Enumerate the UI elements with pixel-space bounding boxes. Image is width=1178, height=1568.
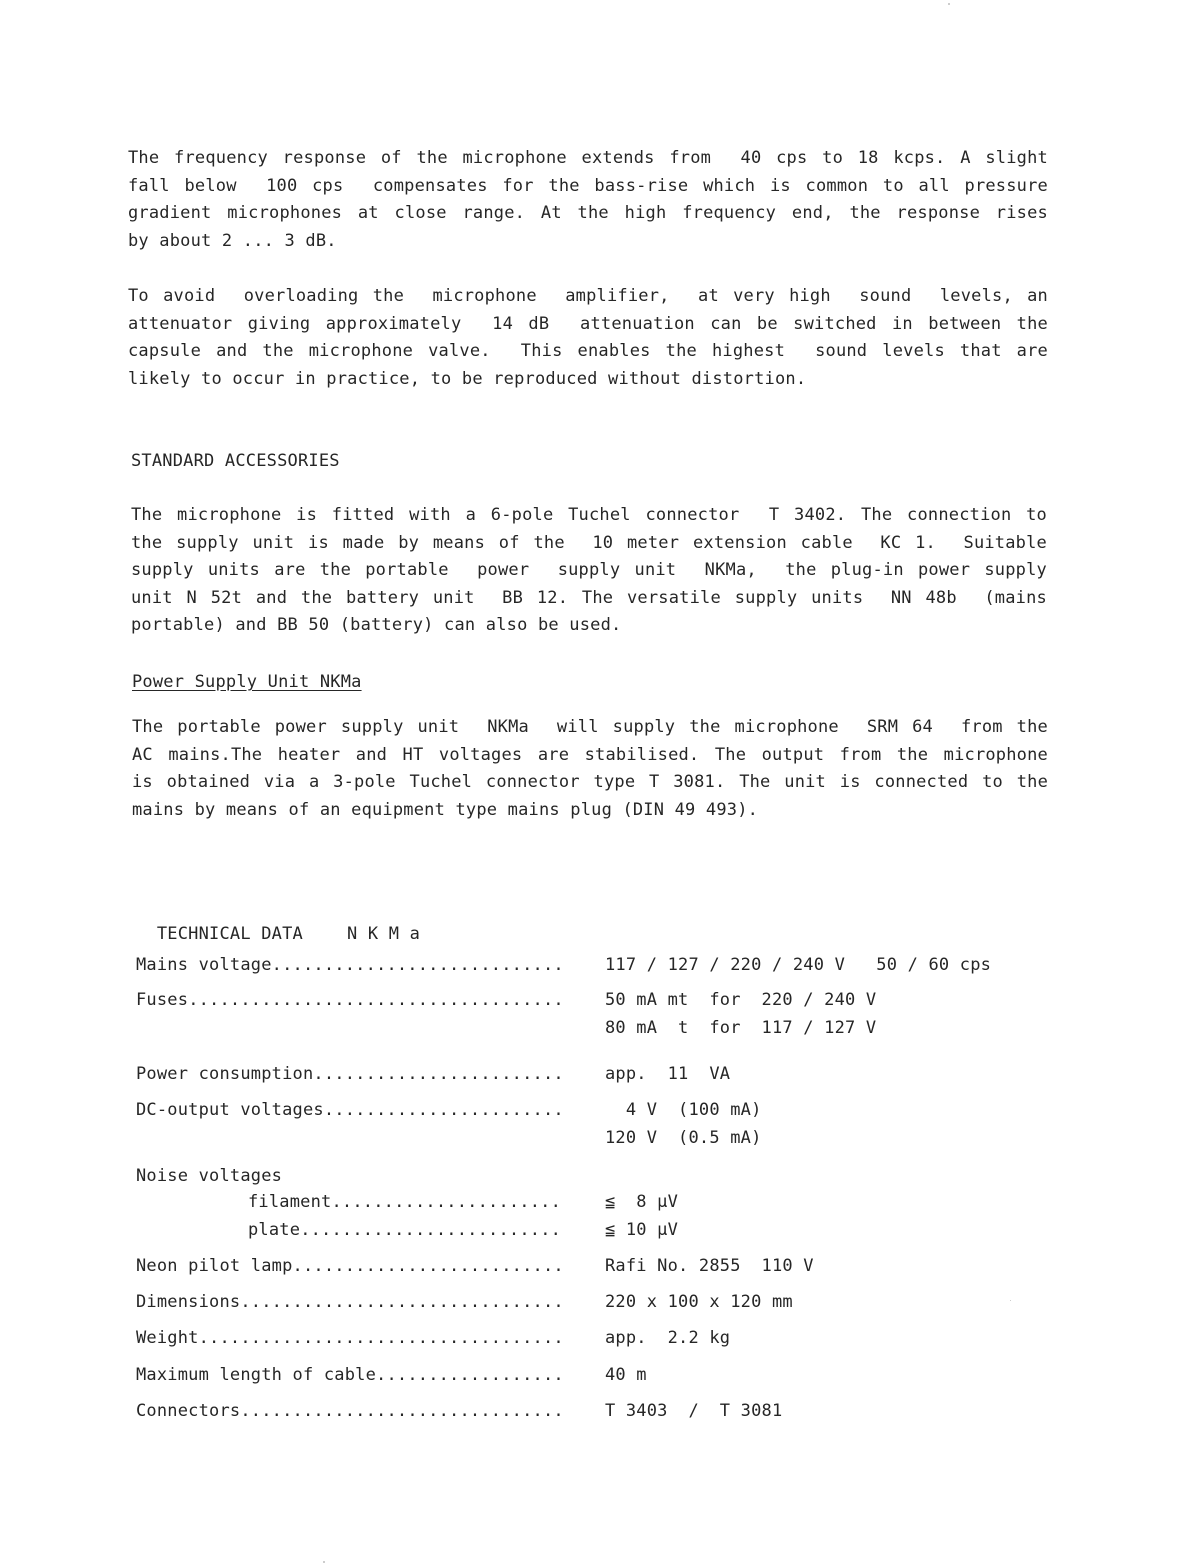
text-line: AC mains.The heater and HT voltages are stabilised. The output from the microphone xyxy=(132,744,1048,765)
text-line: by about 2 ... 3 dB. xyxy=(128,230,337,251)
text-line: The frequency response of the microphone extends from 40 cps to 18 kcps. A slight xyxy=(128,148,1048,168)
text-line: likely to occur in practice, to be reproduced without distortion. xyxy=(128,368,807,389)
intro-paragraph-attenuator xyxy=(128,283,1048,393)
standard-accessories-paragraph xyxy=(131,502,1047,640)
text-line: is obtained via a 3-pole Tuchel connector type T 3081. The unit is connected to the xyxy=(132,772,1048,792)
technical-data-title: TECHNICAL DATA xyxy=(156,924,303,944)
spec-value-connectors: T 3403 / T 3081 xyxy=(605,1401,783,1421)
scan-speck xyxy=(1010,1300,1011,1301)
power-supply-paragraph xyxy=(132,714,1048,824)
spec-label-connectors: Connectors ..... xyxy=(136,1398,560,1425)
spec-label-dc-output: DC-output voltages ..... xyxy=(136,1097,560,1124)
spec-value-max-cable-length: 40 m xyxy=(605,1365,647,1385)
spec-value-dimensions: 220 x 100 x 120 mm xyxy=(605,1292,793,1312)
technical-data-heading xyxy=(136,898,420,946)
text-line: unit N 52t and the battery unit BB 12. The versatile supply units NN 48b (mains xyxy=(131,587,1047,608)
spec-value-fuses-1: 50 mA mt for 220 / 240 V xyxy=(605,990,877,1010)
spec-label-max-cable-length: Maximum length of cable ..... xyxy=(136,1362,560,1389)
spec-label-dimensions: Dimensions ..... xyxy=(136,1289,560,1316)
standard-accessories-heading: STANDARD ACCESSORIES xyxy=(131,451,340,471)
text-line: gradient microphones at close range. At the high frequency end, the response rises xyxy=(128,203,1048,223)
spec-label-noise-voltages: Noise voltages xyxy=(136,1166,283,1186)
spec-value-weight: app. 2.2 kg xyxy=(605,1328,731,1348)
technical-data-model: N K M a xyxy=(346,924,421,944)
spec-label-power-consumption: Power consumption ..... xyxy=(136,1061,560,1088)
text-line: To avoid overloading the microphone amplifier, at very high sound levels, an xyxy=(128,286,1048,306)
spec-value-filament: ≦ 8 μV xyxy=(605,1192,679,1212)
spec-label-weight: Weight ..... xyxy=(136,1325,560,1352)
scan-speck xyxy=(948,3,950,5)
spec-label-filament: filament ..... xyxy=(248,1189,560,1216)
spec-value-fuses-2: 80 mA t for 117 / 127 V xyxy=(605,1018,877,1038)
text-line: The portable power supply unit NKMa will supply the microphone SRM 64 from the xyxy=(132,717,1048,737)
power-supply-heading: Power Supply Unit NKMa xyxy=(132,672,362,692)
spec-value-neon-pilot-lamp: Rafi No. 2855 110 V xyxy=(605,1256,814,1276)
text-line: capsule and the microphone valve. This enables the highest sound levels that are xyxy=(128,341,1048,361)
spec-value-plate: ≦ 10 μV xyxy=(605,1220,679,1240)
scan-speck xyxy=(323,1561,325,1563)
text-line: the supply unit is made by means of the 10 meter extension cable KC 1. Suitable xyxy=(131,532,1047,553)
text-line: portable) and BB 50 (battery) can also be used. xyxy=(131,615,622,635)
text-line: fall below 100 cps compensates for the bass-rise which is common to all pressure xyxy=(128,175,1048,196)
text-line: supply units are the portable power supply unit NKMa, the plug-in power supply xyxy=(131,560,1047,580)
spec-label-neon-pilot-lamp: Neon pilot lamp ..... xyxy=(136,1253,560,1280)
spec-label-plate: plate ..... xyxy=(248,1217,560,1244)
spec-label-fuses: Fuses ..... xyxy=(136,987,560,1014)
spec-value-dc-output-2: 120 V (0.5 mA) xyxy=(605,1128,762,1148)
spec-label-mains-voltage: Mains voltage ..... xyxy=(136,952,560,979)
text-line: The microphone is fitted with a 6-pole Tuchel connector T 3402. The connection to xyxy=(131,505,1047,525)
text-line: mains by means of an equipment type mains plug (DIN 49 493). xyxy=(132,799,759,820)
text-line: attenuator giving approximately 14 dB attenuation can be switched in between the xyxy=(128,313,1048,334)
spec-value-dc-output-1: 4 V (100 mA) xyxy=(605,1100,762,1120)
spec-value-power-consumption: app. 11 VA xyxy=(605,1064,731,1084)
intro-paragraph-frequency xyxy=(128,145,1048,255)
spec-value-mains-voltage: 117 / 127 / 220 / 240 V 50 / 60 cps xyxy=(605,955,992,975)
